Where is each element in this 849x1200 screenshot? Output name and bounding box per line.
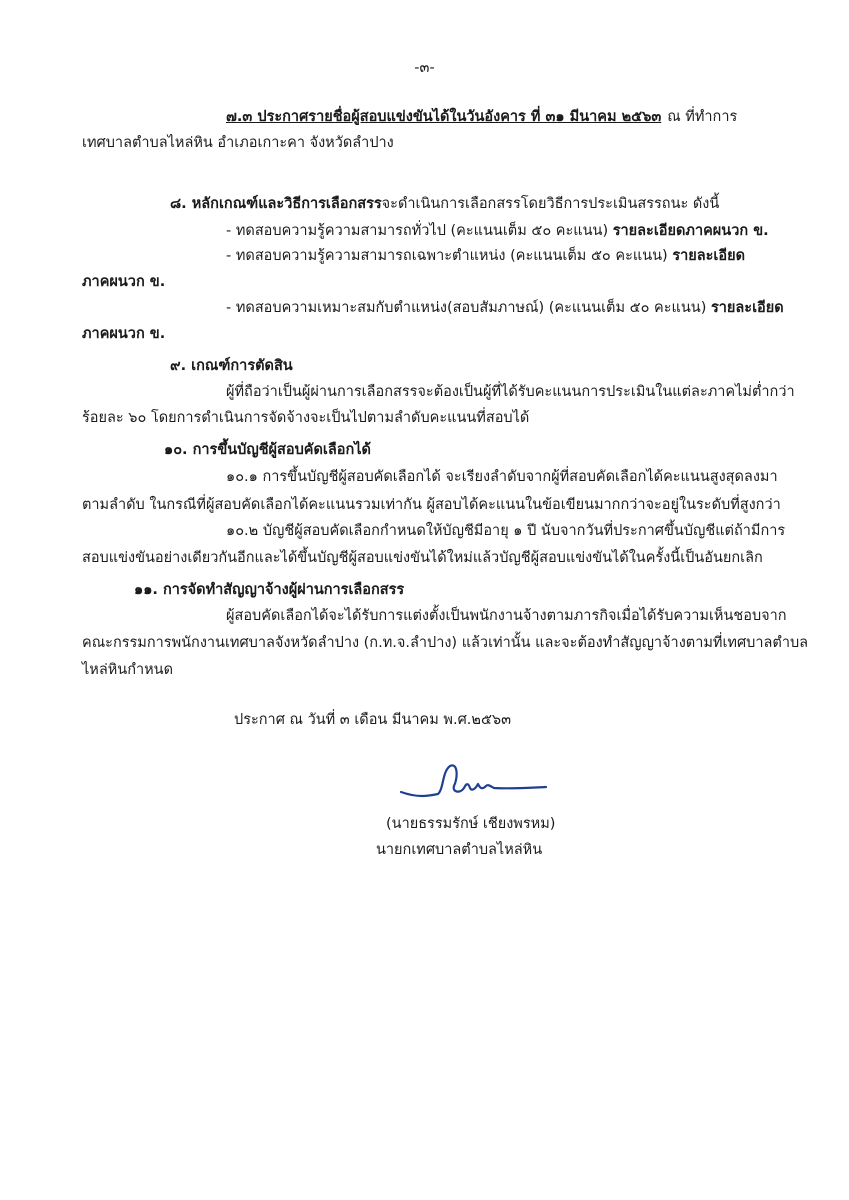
signature-stroke (401, 765, 546, 796)
section11-line1: ผู้สอบคัดเลือกได้จะได้รับการแต่งตั้งเป็นพนักงานจ้างตามภารกิจเมื่อได้รับความเห็นชอบจาก (226, 608, 787, 624)
section8-item2-ref: รายละเอียด (672, 248, 745, 264)
section8-item3-text: - ทดสอบความเหมาะสมกับตำแหน่ง(สอบสัมภาษณ์) (คะแนนเต็ม ๕๐ คะแนน) (226, 300, 707, 316)
section11-heading: ๑๑. การจัดทำสัญญาจ้างผู้ผ่านการเลือกสรร (134, 582, 405, 598)
section8-heading-title: ๘. หลักเกณฑ์และวิธีการเลือกสรร (170, 196, 382, 212)
section9-heading: ๙. เกณฑ์การตัดสิน (170, 358, 293, 374)
signature-mark (398, 758, 548, 808)
announcement-date: ประกาศ ณ วันที่ ๓ เดือน มีนาคม พ.ศ.๒๕๖๓ (234, 712, 512, 728)
section10-1-line1: ๑๐.๑ การขึ้นบัญชีผู้สอบคัดเลือกได้ จะเรียงลำดับจากผู้ที่สอบคัดเลือกได้คะแนนสูงสุดลงมา (226, 469, 778, 485)
section8-item3-ref: รายละเอียด (711, 300, 784, 316)
section11-line2: คณะกรรมการพนักงานเทศบาลจังหวัดลำปาง (ก.ท.จ.ลำปาง) แล้วเท่านั้น และจะต้องทำสัญญาจ้างตามที่เทศบาลตำบล (82, 635, 809, 651)
signer-title: นายกเทศบาลตำบลไหล่หิน (376, 842, 543, 858)
section8-heading (170, 194, 719, 214)
section7-location-start: ณ ที่ทำการ (667, 109, 738, 125)
section9-line1: ผู้ที่ถือว่าเป็นผู้ผ่านการเลือกสรรจะต้องเป็นผู้ที่ได้รับคะแนนการประเมินในแต่ละภาคไม่ต่ำกว่า (226, 384, 795, 400)
section7-line1 (226, 107, 737, 127)
section8-item1-text: - ทดสอบความรู้ความสามารถทั่วไป (คะแนนเต็ม ๕๐ คะแนน) (226, 223, 609, 239)
page-number: -๓- (414, 60, 435, 76)
section8-item3-cont: ภาคผนวก ข. (82, 326, 166, 342)
section10-heading: ๑๐. การขึ้นบัญชีผู้สอบคัดเลือกได้ (164, 442, 371, 458)
section8-item2 (226, 246, 745, 266)
section8-item3 (226, 298, 784, 318)
section7-date-announcement: ๗.๓ ประกาศรายชื่อผู้สอบแข่งขันได้ในวันอังคาร ที่ ๓๑ มีนาคม ๒๕๖๓ (226, 109, 662, 125)
signer-name: (นายธรรมรักษ์ เชียงพรหม) (386, 816, 556, 832)
section8-item1 (226, 221, 769, 241)
section8-item1-ref: รายละเอียดภาคผนวก ข. (612, 223, 769, 239)
section7-line2: เทศบาลตำบลไหล่หิน อำเภอเกาะคา จังหวัดลำปาง (82, 135, 394, 151)
section11-line3: ไหล่หินกำหนด (82, 662, 174, 678)
section8-item2-text: - ทดสอบความรู้ความสามารถเฉพาะตำแหน่ง (คะแนนเต็ม ๕๐ คะแนน) (226, 248, 668, 264)
section8-item2-cont: ภาคผนวก ข. (82, 274, 166, 290)
section9-line2: ร้อยละ ๖๐ โดยการดำเนินการจัดจ้างจะเป็นไปตามลำดับคะแนนที่สอบได้ (82, 410, 530, 426)
section10-1-line2: ตามลำดับ ในกรณีที่ผู้สอบคัดเลือกได้คะแนนรวมเท่ากัน ผู้สอบได้คะแนนในข้อเขียนมากกว่าจะอยู่ในระดับที่สูงกว่า (82, 497, 781, 513)
section10-2-line2: สอบแข่งขันอย่างเดียวกันอีกและได้ขึ้นบัญชีผู้สอบแข่งขันได้ใหม่แล้วบัญชีผู้สอบแข่งขันได้ในครั้งนี้เป็นอันยกเลิก (82, 550, 763, 566)
section10-2-line1: ๑๐.๒ บัญชีผู้สอบคัดเลือกกำหนดให้บัญชีมีอายุ ๑ ปี นับจากวันที่ประกาศขึ้นบัญชีแต่ถ้ามีการ (226, 523, 786, 539)
section8-heading-text: จะดำเนินการเลือกสรรโดยวิธีการประเมินสรรถนะ ดังนี้ (381, 196, 720, 212)
